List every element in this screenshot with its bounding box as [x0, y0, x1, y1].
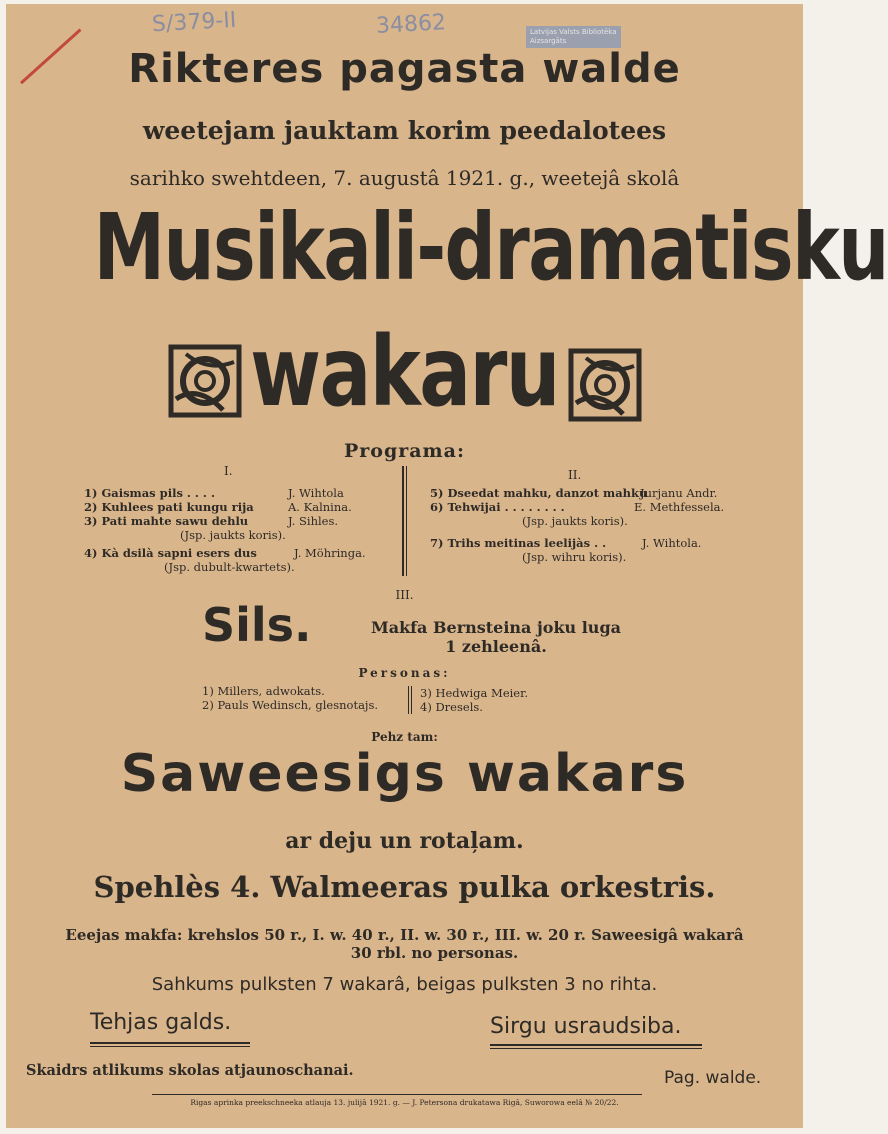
part-2-label: II.	[568, 468, 582, 482]
program-item-author: E. Methfessela.	[634, 500, 725, 514]
social-evening-title: Saweesigs wakars	[120, 744, 689, 804]
play-description	[346, 618, 646, 656]
program-item	[84, 546, 384, 560]
poster-subtitle: weetejam jauktam korim peedalotees	[142, 116, 667, 145]
persons-right	[420, 686, 528, 714]
program-item-title: 5) Dseedat mahku, danzot mahku	[430, 486, 648, 500]
program-item	[84, 486, 384, 500]
program-item	[430, 486, 750, 500]
order-underline-2	[490, 1048, 702, 1049]
times-line: Sahkums pulksten 7 wakarâ, beigas pulksten 3 no rihta.	[151, 974, 658, 995]
admission-line-1: Eeejas makfa: krehslos 50 r., I. w. 40 r., II. w. 30 r., III. w. 20 r. Saweesigâ wakarâ	[65, 926, 744, 944]
stamp-line-1: Latvijas Valsts Bibliotēka	[530, 28, 617, 36]
poster-sheet	[6, 4, 888, 1128]
stamp-line-2: Aizsargāts	[530, 37, 567, 45]
ornament-rose-icon	[568, 348, 642, 422]
program-note: (Jsp. dubult-kwartets).	[164, 560, 295, 574]
play-title: Sils.	[202, 598, 312, 652]
order-note: Sirgu usraudsiba.	[490, 1014, 682, 1039]
persons-divider	[408, 686, 409, 714]
orchestra-line: Spehlès 4. Walmeeras pulka orkestris.	[93, 870, 716, 904]
buffet-underline	[90, 1042, 250, 1044]
program-item-title: 1) Gaismas pils . . . .	[84, 486, 215, 500]
headline-line-2: wakaru	[250, 316, 559, 428]
catalog-mark: S/379-II	[151, 7, 237, 38]
program-part-2	[430, 486, 750, 564]
social-evening-subtitle: ar deju un rotaļam.	[285, 828, 524, 854]
proceeds-note: Skaidrs atlikums skolas atjaunoschanai.	[26, 1062, 354, 1079]
program-item-author: J. Sihles.	[288, 514, 339, 528]
signature: Pag. walde.	[664, 1068, 762, 1088]
person-entry: 2) Pauls Wedinsch, glesnotajs.	[202, 698, 379, 712]
buffet-note: Tehjas galds.	[90, 1010, 232, 1035]
person-entry: 4) Dresels.	[420, 700, 483, 714]
program-item-author: Jurjanu Andr.	[640, 486, 718, 500]
program-note: (Jsp. wihru koris).	[522, 550, 627, 564]
admission-line-2: 30 rbl. no personas.	[350, 944, 519, 962]
program-item-author: J. Wihtola	[288, 486, 344, 500]
event-line: sarihko swehtdeen, 7. augustâ 1921. g., weetejâ skolâ	[129, 166, 680, 190]
program-part-1	[84, 486, 384, 574]
persons-heading: Personas:	[358, 666, 451, 680]
program-item	[84, 500, 384, 514]
poster-title: Rikteres pagasta walde	[128, 46, 681, 92]
after-intro: Pehz tam:	[371, 730, 438, 744]
program-item-author: J. Wihtola.	[642, 536, 702, 550]
program-column-divider-inner	[406, 466, 407, 576]
part-3-label: III.	[395, 588, 414, 602]
program-item-title: 4) Kà dsilà sapni esers dus	[84, 546, 257, 560]
program-item-author: J. Möhringa.	[294, 546, 366, 560]
play-description-line-1: Makfa Bernsteina joku luga	[371, 618, 621, 637]
printer-imprint: Rigas aprinka preekschneeka atlauja 13. julijâ 1921. g. — J. Petersona drukatawa Rigâ, Suworowa eelâ № 20/22.	[190, 1098, 619, 1107]
program-note: (Jsp. jaukts koris).	[180, 528, 286, 542]
library-stamp	[526, 26, 621, 48]
program-item	[430, 536, 750, 550]
art-nouveau-ornament-right	[568, 348, 642, 422]
program-item-title: 6) Tehwijai . . . . . . . .	[430, 500, 565, 514]
program-item-title: 7) Trihs meitinas leelijàs . .	[430, 536, 607, 550]
person-entry: 1) Millers, adwokats.	[202, 684, 325, 698]
buffet-underline-2	[90, 1046, 250, 1047]
play-description-line-2: 1 zehleenâ.	[445, 637, 547, 656]
persons-divider-inner	[411, 686, 412, 714]
program-note: (Jsp. jaukts koris).	[522, 514, 628, 528]
persons-left	[202, 684, 378, 712]
program-item	[84, 514, 384, 528]
archive-number: 34862	[375, 10, 447, 39]
program-item-author: A. Kalnina.	[288, 500, 352, 514]
program-heading: Programa:	[343, 440, 465, 462]
program-item	[430, 500, 750, 514]
headline-line-1: Musikali-dramatisku	[93, 194, 888, 301]
program-item-title: 2) Kuhlees pati kungu rija	[84, 500, 254, 514]
person-entry: 3) Hedwiga Meier.	[420, 686, 529, 700]
program-column-divider	[402, 466, 404, 576]
order-underline	[490, 1044, 702, 1046]
program-item-title: 3) Pati mahte sawu dehlu	[84, 514, 249, 528]
printer-rule	[152, 1094, 642, 1095]
part-1-label: I.	[224, 464, 233, 478]
